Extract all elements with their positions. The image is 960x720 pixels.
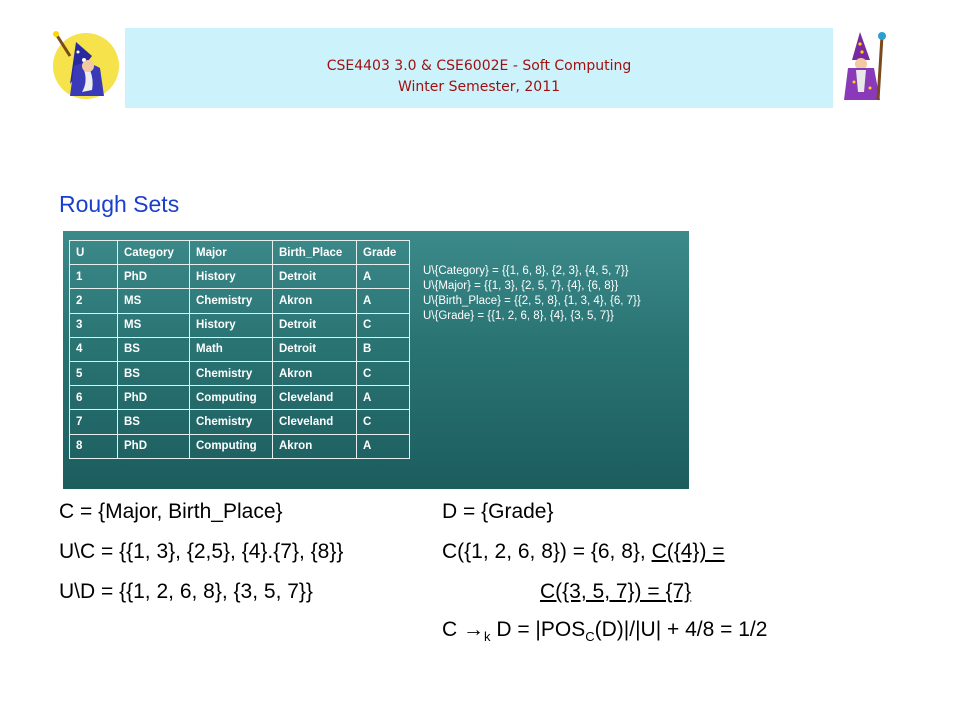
approximation-1: C({1, 2, 6, 8}) = {6, 8}, — [442, 540, 646, 563]
table-cell: Cleveland — [273, 386, 357, 410]
wizard-icon — [48, 26, 124, 106]
table-cell: Cleveland — [273, 410, 357, 434]
arrow-icon: → — [463, 618, 484, 641]
table-cell: PhD — [118, 265, 190, 289]
section-title: Rough Sets — [59, 191, 180, 217]
table-cell: BS — [118, 410, 190, 434]
wizard-icon — [838, 30, 888, 102]
table-cell: Detroit — [273, 265, 357, 289]
table-cell: 8 — [70, 434, 118, 458]
table-cell: 7 — [70, 410, 118, 434]
approximation-2: C({4}) = — [651, 540, 725, 563]
table-row — [70, 313, 410, 337]
column-header: Major — [190, 241, 273, 265]
table-cell: MS — [118, 313, 190, 337]
table-cell: Akron — [273, 361, 357, 385]
table-cell: BS — [118, 361, 190, 385]
table-cell: Chemistry — [190, 361, 273, 385]
partition-line: U\{Major} = {{1, 3}, {2, 5, 7}, {4}, {6, 8}} — [423, 280, 619, 292]
table-cell: A — [357, 434, 410, 458]
column-header: Category — [118, 241, 190, 265]
table-cell: Computing — [190, 434, 273, 458]
table-cell: PhD — [118, 434, 190, 458]
table-cell: C — [357, 361, 410, 385]
table-cell: A — [357, 386, 410, 410]
table-cell: 4 — [70, 337, 118, 361]
table-cell: Detroit — [273, 337, 357, 361]
table-cell: Math — [190, 337, 273, 361]
rough-sets-figure — [63, 231, 689, 489]
table-cell: Chemistry — [190, 289, 273, 313]
course-title: CSE4403 3.0 & CSE6002E - Soft Computing — [326, 58, 632, 74]
table-row — [70, 410, 410, 434]
partition-list — [423, 264, 641, 324]
table-cell: Akron — [273, 289, 357, 313]
table-cell: Chemistry — [190, 410, 273, 434]
partition-line: U\{Category} = {{1, 6, 8}, {2, 3}, {4, 5, 7}} — [423, 265, 629, 277]
table-cell: History — [190, 265, 273, 289]
table-row — [70, 265, 410, 289]
condition-attributes: C = {Major, Birth_Place} — [59, 500, 283, 523]
table-cell: Detroit — [273, 313, 357, 337]
table-cell: 6 — [70, 386, 118, 410]
table-cell: 5 — [70, 361, 118, 385]
table-cell: BS — [118, 337, 190, 361]
partition-line: U\{Grade} = {{1, 2, 6, 8}, {4}, {3, 5, 7}} — [423, 310, 614, 322]
table-cell: 2 — [70, 289, 118, 313]
dependency-c: C — [442, 618, 463, 641]
approximation-3 — [540, 580, 691, 604]
dependency-k: k — [484, 629, 491, 645]
column-header: U — [70, 241, 118, 265]
partition-by-d: U\D = {{1, 2, 6, 8}, {3, 5, 7}} — [59, 580, 313, 603]
table-cell: B — [357, 337, 410, 361]
table-row — [70, 289, 410, 313]
table-header-row — [70, 241, 410, 265]
table-cell: MS — [118, 289, 190, 313]
lower-approximation-line — [442, 540, 725, 564]
table-cell: C — [357, 410, 410, 434]
table-cell: Computing — [190, 386, 273, 410]
semester-label: Winter Semester, 2011 — [397, 79, 561, 95]
table-cell: Akron — [273, 434, 357, 458]
column-header: Birth_Place — [273, 241, 357, 265]
table-row — [70, 434, 410, 458]
table-row — [70, 386, 410, 410]
table-cell: PhD — [118, 386, 190, 410]
table-cell: A — [357, 265, 410, 289]
course-header — [125, 28, 833, 108]
partition-line: U\{Birth_Place} = {{2, 5, 8}, {1, 3, 4}, {6, 7}} — [423, 295, 641, 307]
decision-attributes: D = {Grade} — [442, 500, 554, 523]
dependency-tail: (D)|/|U| + 4/8 = 1/2 — [594, 618, 768, 641]
table-row — [70, 361, 410, 385]
table-row — [70, 337, 410, 361]
table-cell: 1 — [70, 265, 118, 289]
table-cell: A — [357, 289, 410, 313]
student-table — [69, 240, 410, 459]
dependency-degree — [442, 618, 767, 644]
column-header: Grade — [357, 241, 410, 265]
table-cell: History — [190, 313, 273, 337]
approximation-3-text: C({3, 5, 7}) = {7} — [540, 580, 692, 603]
table-cell: 3 — [70, 313, 118, 337]
dependency-mid: D = |POS — [490, 618, 586, 641]
partition-by-c: U\C = {{1, 3}, {2,5}, {4}.{7}, {8}} — [59, 540, 344, 563]
table-cell: C — [357, 313, 410, 337]
dependency-sub: C — [585, 629, 595, 645]
